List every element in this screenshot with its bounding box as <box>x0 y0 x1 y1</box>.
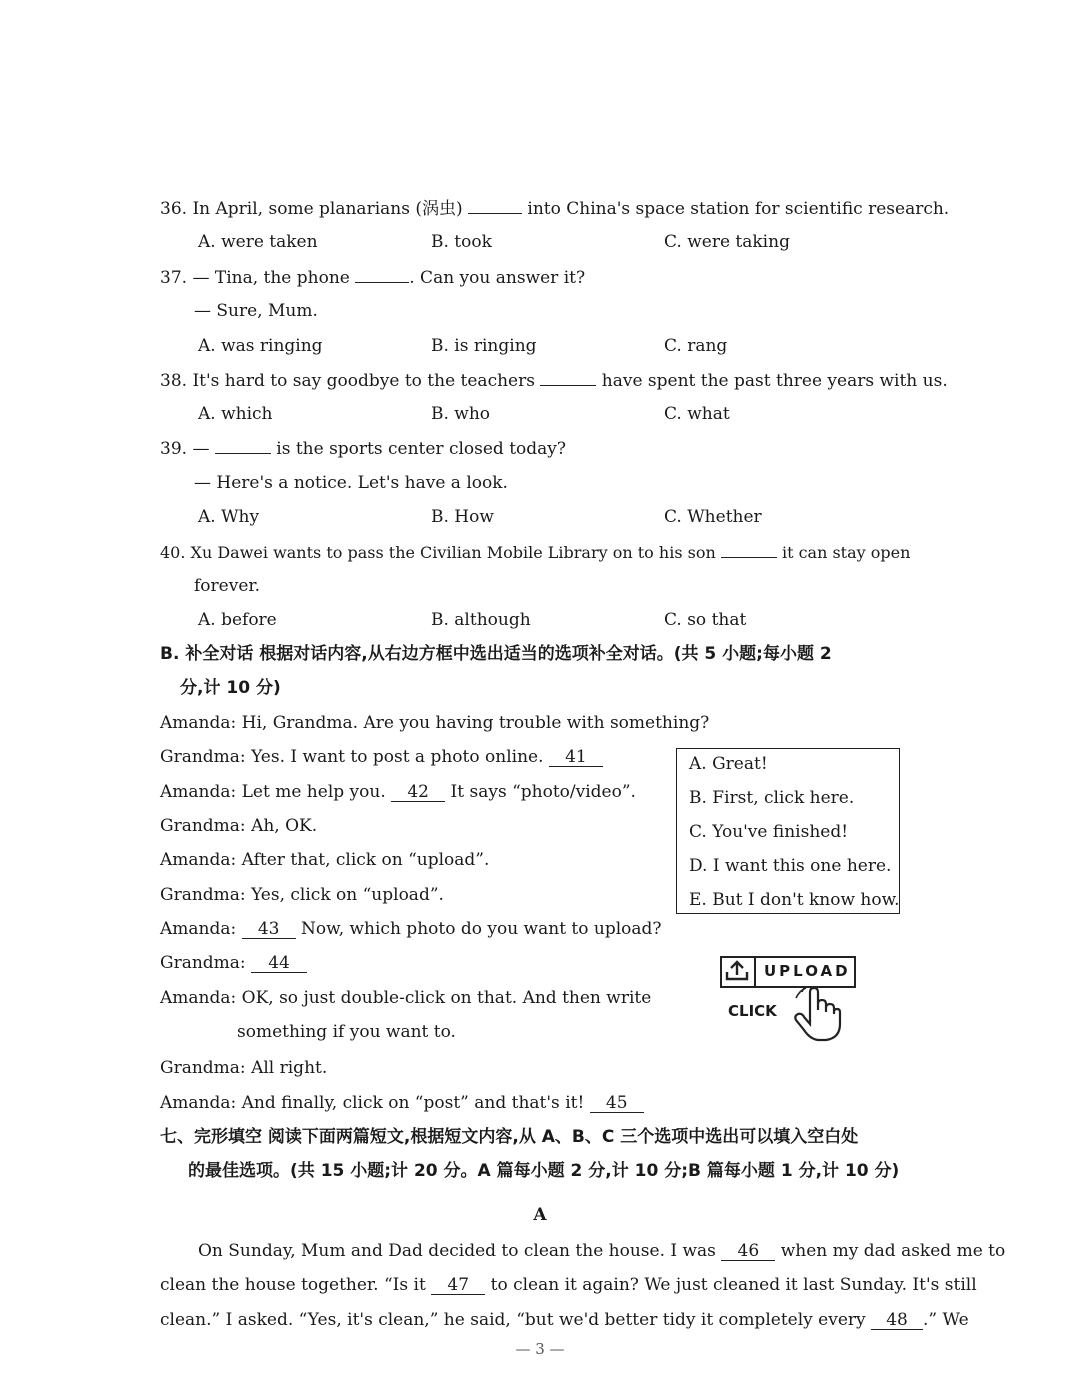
question-39: 39. — is the sports center closed today? <box>160 439 567 459</box>
passage-line: On Sunday, Mum and Dad decided to clean the house. I was 46 when my dad asked me to <box>198 1241 1006 1261</box>
box-option-e: E. But I don't know how. <box>689 890 900 910</box>
passage-line: clean.” I asked. “Yes, it's clean,” he said, “but we'd better tidy it completely every 48 .” We <box>160 1310 969 1330</box>
option-b: B. although <box>431 610 531 630</box>
dialogue-line: Amanda: And finally, click on “post” and that's it! 45 <box>160 1092 644 1114</box>
question-38: 38. It's hard to say goodbye to the teachers have spent the past three years with us. <box>160 371 948 391</box>
dialogue-line: Grandma: All right. <box>160 1058 328 1078</box>
upload-button-illustration <box>720 956 856 988</box>
dialogue-line: Amanda: 43 Now, which photo do you want to upload? <box>160 919 662 939</box>
section-7-title: 七、完形填空 阅读下面两篇短文,根据短文内容,从 A、B、C 三个选项中选出可以填入空白处 <box>160 1127 859 1147</box>
passage-line: clean the house together. “Is it 47 to clean it again? We just cleaned it last Sunday. It's still <box>160 1275 977 1295</box>
dialogue-line: Grandma: Ah, OK. <box>160 816 318 836</box>
answer-blank <box>215 437 271 454</box>
dialogue-line: Amanda: After that, click on “upload”. <box>160 850 490 870</box>
box-option-c: C. You've finished! <box>689 822 849 842</box>
option-b: B. is ringing <box>431 336 537 356</box>
question-37: 37. — Tina, the phone . Can you answer it? <box>160 268 586 288</box>
dialogue-line: Amanda: Hi, Grandma. Are you having trouble with something? <box>160 713 710 733</box>
dialogue-line: Grandma: Yes. I want to post a photo online. 41 <box>160 746 603 768</box>
question-40-cont: forever. <box>194 576 261 596</box>
option-b: B. took <box>431 232 492 252</box>
question-39-reply: — Here's a notice. Let's have a look. <box>194 473 508 493</box>
upload-illustration <box>720 956 860 1046</box>
box-option-d: D. I want this one here. <box>689 856 892 876</box>
question-37-reply: — Sure, Mum. <box>194 301 318 321</box>
page-number: — 3 — <box>515 1340 565 1358</box>
option-c: C. so that <box>664 610 747 630</box>
dialogue-line-cont: something if you want to. <box>237 1022 456 1042</box>
answer-blank-47: 47 <box>431 1276 485 1295</box>
option-a: A. before <box>198 610 277 630</box>
answer-blank-45: 45 <box>590 1094 644 1113</box>
answer-blank <box>468 197 522 214</box>
answer-blank <box>721 541 777 558</box>
upload-label: UPLOAD <box>764 962 851 980</box>
option-b: B. who <box>431 404 491 424</box>
answer-blank-41: 41 <box>549 748 603 767</box>
answer-blank <box>355 266 409 283</box>
option-a: A. which <box>198 404 273 424</box>
dialogue-line: Grandma: 44 <box>160 952 307 974</box>
option-c: C. what <box>664 404 730 424</box>
section-b-title: B. 补全对话 根据对话内容,从右边方框中选出适当的选项补全对话。(共 5 小题;每小题 2 <box>160 644 832 664</box>
option-b: B. How <box>431 507 494 527</box>
option-a: A. was ringing <box>198 336 323 356</box>
click-label: CLICK <box>728 1002 777 1020</box>
option-c: C. were taking <box>664 232 790 252</box>
pointing-hand-icon <box>790 986 846 1044</box>
dialogue-line: Amanda: OK, so just double-click on that. And then write <box>160 988 652 1008</box>
section-7-title-cont: 的最佳选项。(共 15 小题;计 20 分。A 篇每小题 2 分,计 10 分;B 篇每小题 1 分,计 10 分) <box>188 1161 900 1181</box>
dialogue-line: Amanda: Let me help you. 42 It says “photo/video”. <box>160 782 636 802</box>
dialogue-line: Grandma: Yes, click on “upload”. <box>160 885 444 905</box>
upload-icon <box>722 958 756 986</box>
question-36: 36. In April, some planarians (涡虫) into China's space station for scientific research. <box>160 199 950 219</box>
box-option-a: A. Great! <box>689 754 768 774</box>
option-a: A. were taken <box>198 232 318 252</box>
option-c: C. rang <box>664 336 728 356</box>
passage-heading: A <box>533 1205 547 1225</box>
options-box <box>676 748 900 914</box>
box-option-b: B. First, click here. <box>689 788 855 808</box>
answer-blank-42: 42 <box>391 783 445 802</box>
option-a: A. Why <box>198 507 260 527</box>
answer-blank-46: 46 <box>721 1242 775 1261</box>
answer-blank-44: 44 <box>251 954 307 973</box>
answer-blank-43: 43 <box>242 920 296 939</box>
answer-blank-48: 48 <box>871 1311 923 1330</box>
answer-blank <box>540 369 596 386</box>
question-40: 40. Xu Dawei wants to pass the Civilian Mobile Library on to his son it can stay open <box>160 543 911 562</box>
section-b-title-cont: 分,计 10 分) <box>180 678 281 698</box>
option-c: C. Whether <box>664 507 762 527</box>
